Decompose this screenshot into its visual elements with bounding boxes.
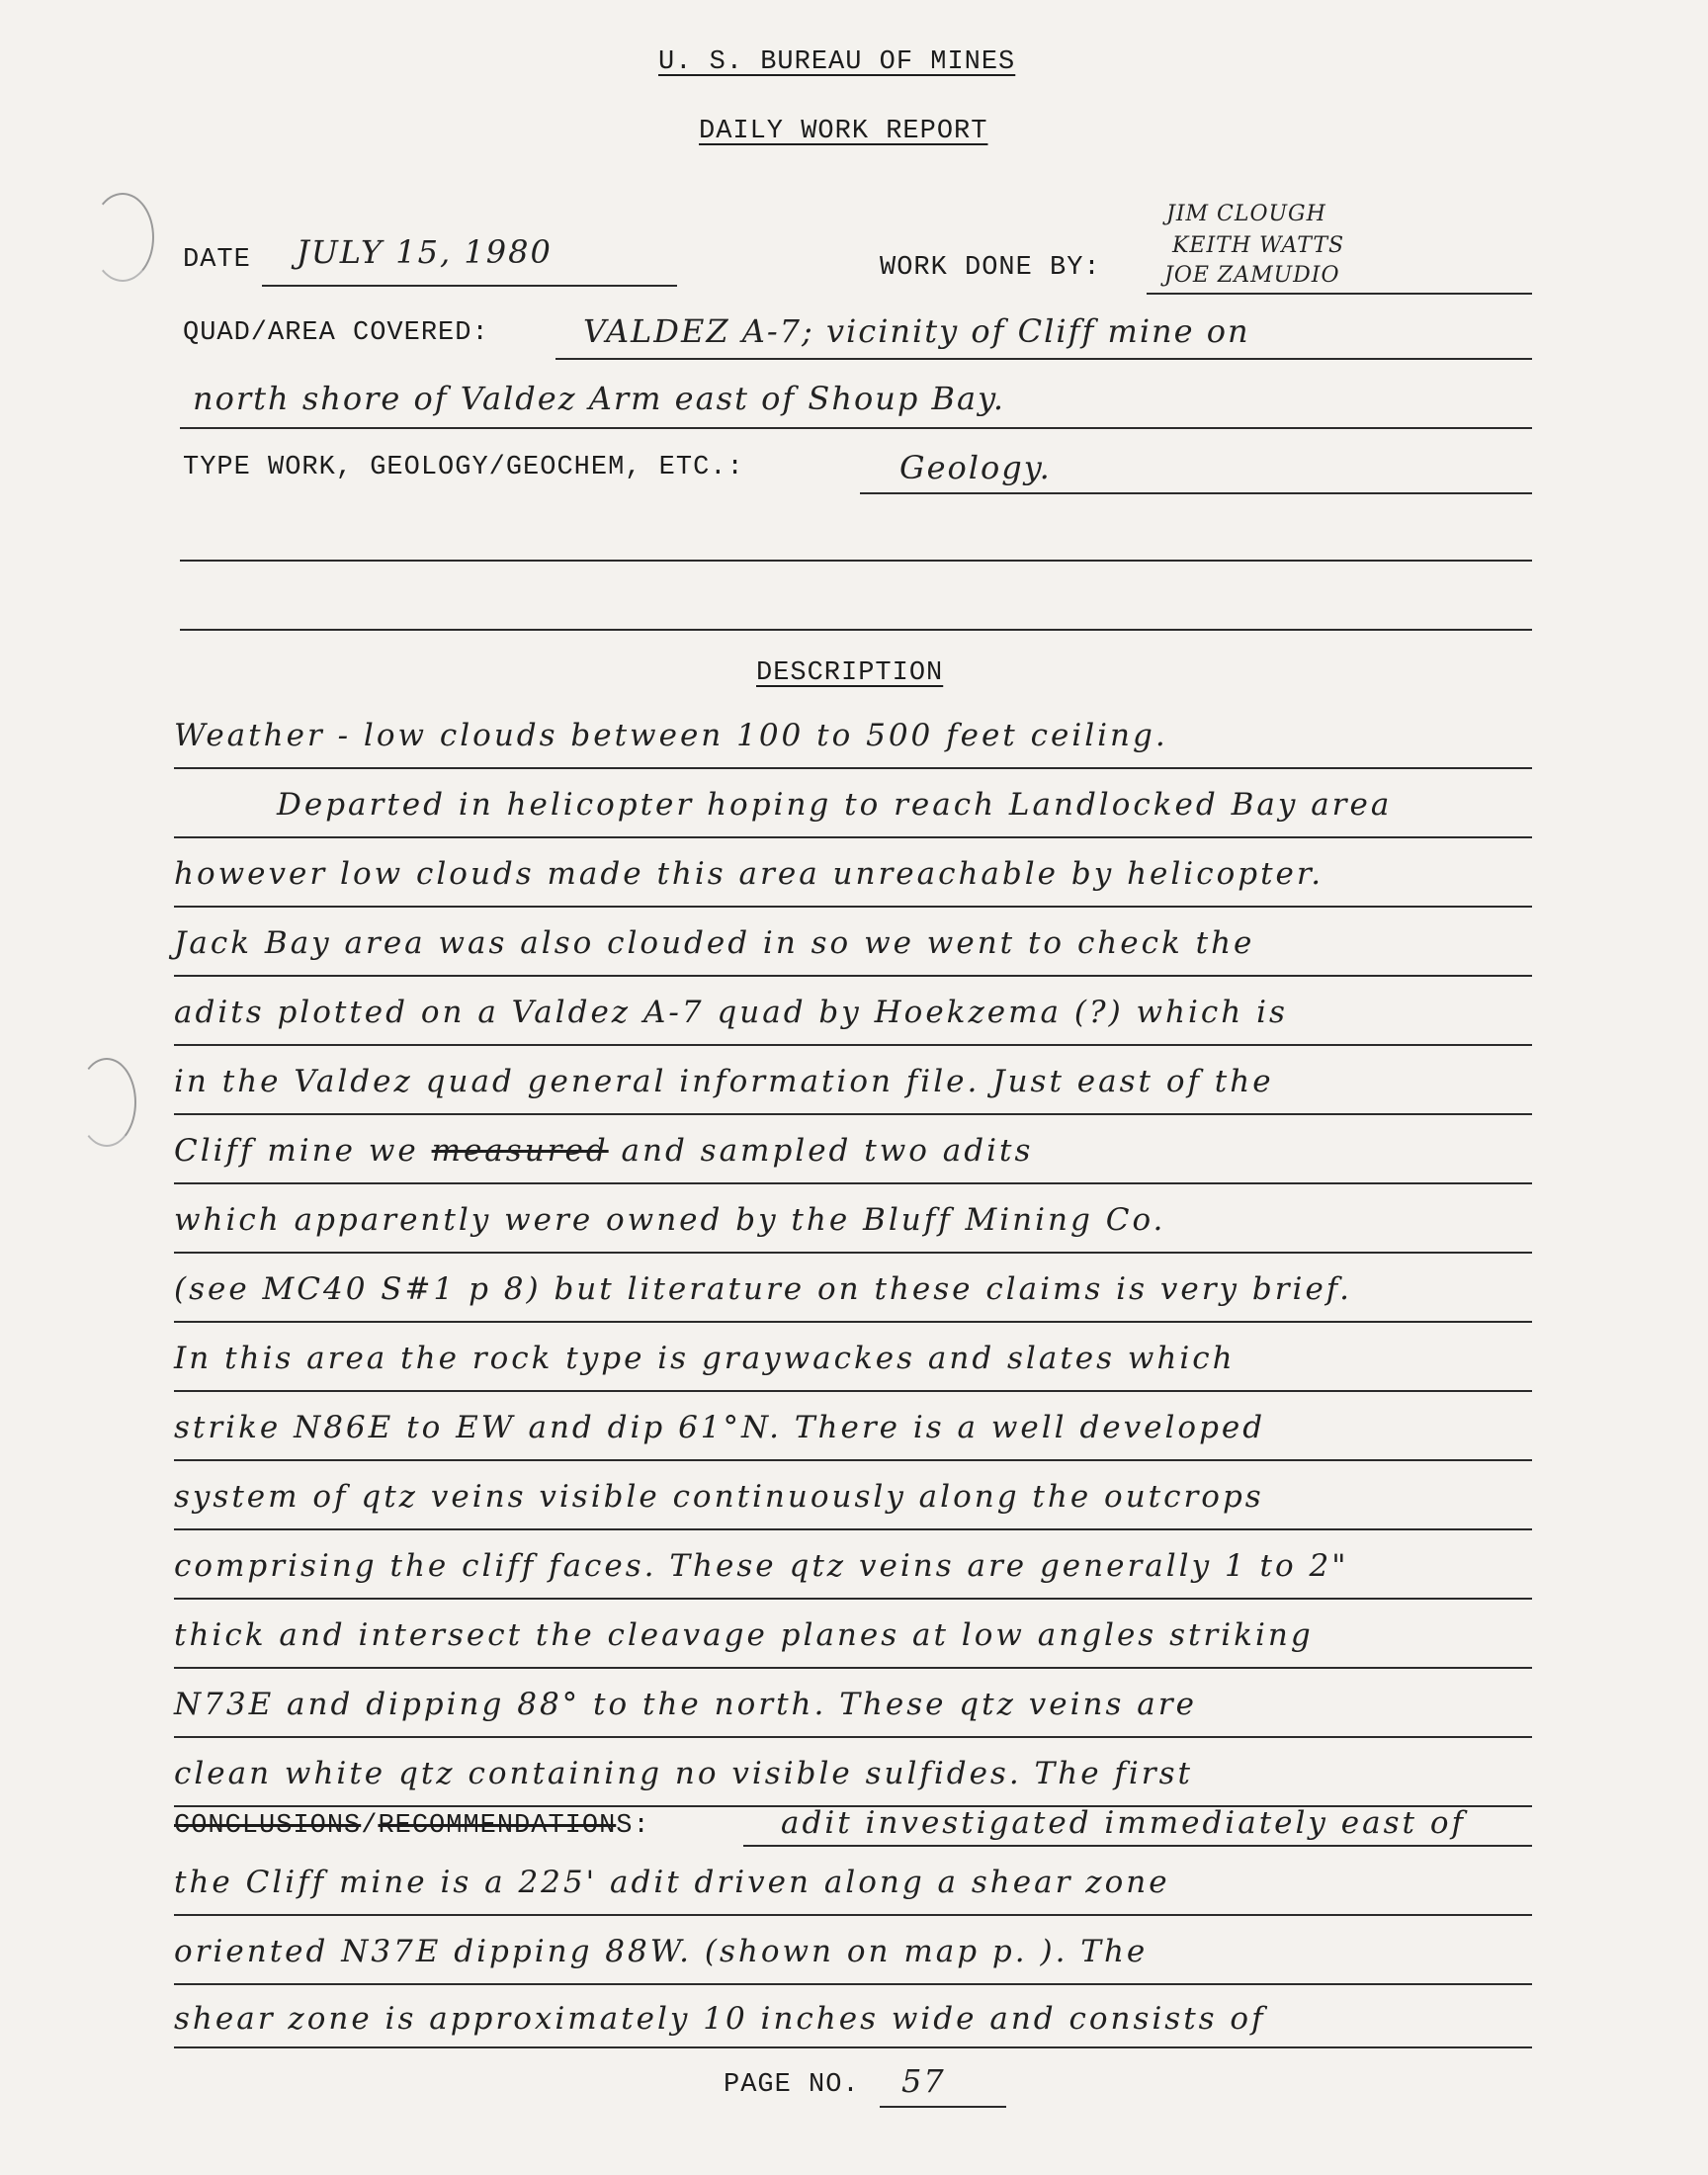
description-rule [174,975,1532,977]
conclusions-end: S: [616,1811,650,1841]
page-number-label: PAGE NO. [724,2070,860,2100]
conclusions-mid: / [361,1811,379,1841]
description-rule [174,1914,1532,1916]
work-done-by-underline [1147,293,1532,295]
description-rule [174,1736,1532,1738]
conclusions-label [174,1811,650,1841]
work-done-by-label: WORK DONE BY: [880,253,1101,283]
description-text: and sampled two adits [608,1133,1034,1169]
description-text: Cliff mine we [174,1133,432,1169]
worker-1: JIM CLOUGH [1166,202,1326,226]
description-line: N73E and dipping 88° to the north. These qtz veins are [174,1687,1197,1722]
quad-area-underline-2 [180,427,1532,429]
type-work-underline [860,492,1532,494]
conclusions-value: adit investigated immediately east of [781,1805,1466,1841]
description-line: clean white qtz containing no visible sulfides. The first [174,1756,1193,1791]
description-line: In this area the rock type is graywackes and slates which [174,1341,1236,1376]
description-line: thick and intersect the cleavage planes at low angles striking [174,1617,1314,1653]
description-line: comprising the cliff faces. These qtz veins are generally 1 to 2" [174,1548,1349,1584]
binder-hole-top [91,193,154,282]
description-line: Jack Bay area was also clouded in so we went to check the [174,925,1255,961]
binder-hole-bottom [77,1058,136,1147]
type-work-value: Geology. [899,449,1052,486]
quad-area-label: QUAD/AREA COVERED: [183,318,489,348]
description-rule [174,1667,1532,1669]
description-line: shear zone is approximately 10 inches wide and consists of [174,2001,1266,2037]
description-rule [174,1390,1532,1392]
quad-area-underline-1 [555,358,1532,360]
report-title: DAILY WORK REPORT [699,117,988,146]
description-line: (see MC40 S#1 p 8) but literature on these claims is very brief. [174,1271,1353,1307]
worker-2: KEITH WATTS [1172,233,1345,258]
description-line: which apparently were owned by the Bluff Mining Co. [174,1202,1166,1238]
description-rule [174,906,1532,908]
description-rule [174,1528,1532,1530]
description-rule [174,1252,1532,1254]
description-line: oriented N37E dipping 88W. (shown on map p. ). The [174,1934,1149,1969]
description-line: in the Valdez quad general information file. Just east of the [174,1064,1274,1099]
description-line: Departed in helicopter hoping to reach Landlocked Bay area [277,787,1393,823]
page-number-value: 57 [901,2062,946,2100]
description-line: the Cliff mine is a 225' adit driven along a shear zone [174,1865,1170,1900]
description-rule [174,1321,1532,1323]
blank-line-2 [180,629,1532,631]
description-rule [174,2046,1532,2048]
description-heading: DESCRIPTION [756,658,944,688]
description-rule [174,836,1532,838]
conclusions-struck-1: CONCLUSIONS [174,1811,362,1841]
description-line: system of qtz veins visible continuously along the outcrops [174,1479,1264,1515]
type-work-label: TYPE WORK, GEOLOGY/GEOCHEM, ETC.: [183,453,744,482]
struck-word: measured [431,1133,609,1169]
description-line: strike N86E to EW and dip 61°N. There is a well developed [174,1410,1266,1445]
description-rule [174,1983,1532,1985]
blank-line-1 [180,560,1532,562]
description-line [174,1133,1033,1169]
quad-area-value-line-2: north shore of Valdez Arm east of Shoup Bay. [193,380,1006,417]
description-rule [174,1113,1532,1115]
description-rule [174,767,1532,769]
description-line: adits plotted on a Valdez A-7 quad by Hoekzema (?) which is [174,995,1288,1030]
description-line: however low clouds made this area unreachable by helicopter. [174,856,1324,892]
description-line: Weather - low clouds between 100 to 500 feet ceiling. [174,718,1168,753]
quad-area-value-line-1: VALDEZ A-7; vicinity of Cliff mine on [583,312,1250,350]
date-value: JULY 15, 1980 [297,233,553,271]
conclusions-struck-2: RECOMMENDATION [378,1811,617,1841]
description-rule [174,1044,1532,1046]
agency-title: U. S. BUREAU OF MINES [658,47,1016,77]
date-label: DATE [183,245,251,275]
page-number-underline [880,2106,1006,2108]
worker-3: JOE ZAMUDIO [1164,263,1340,288]
description-rule [174,1182,1532,1184]
description-rule [174,1598,1532,1600]
date-underline [262,285,677,287]
description-rule [174,1459,1532,1461]
conclusions-underline [743,1845,1532,1847]
